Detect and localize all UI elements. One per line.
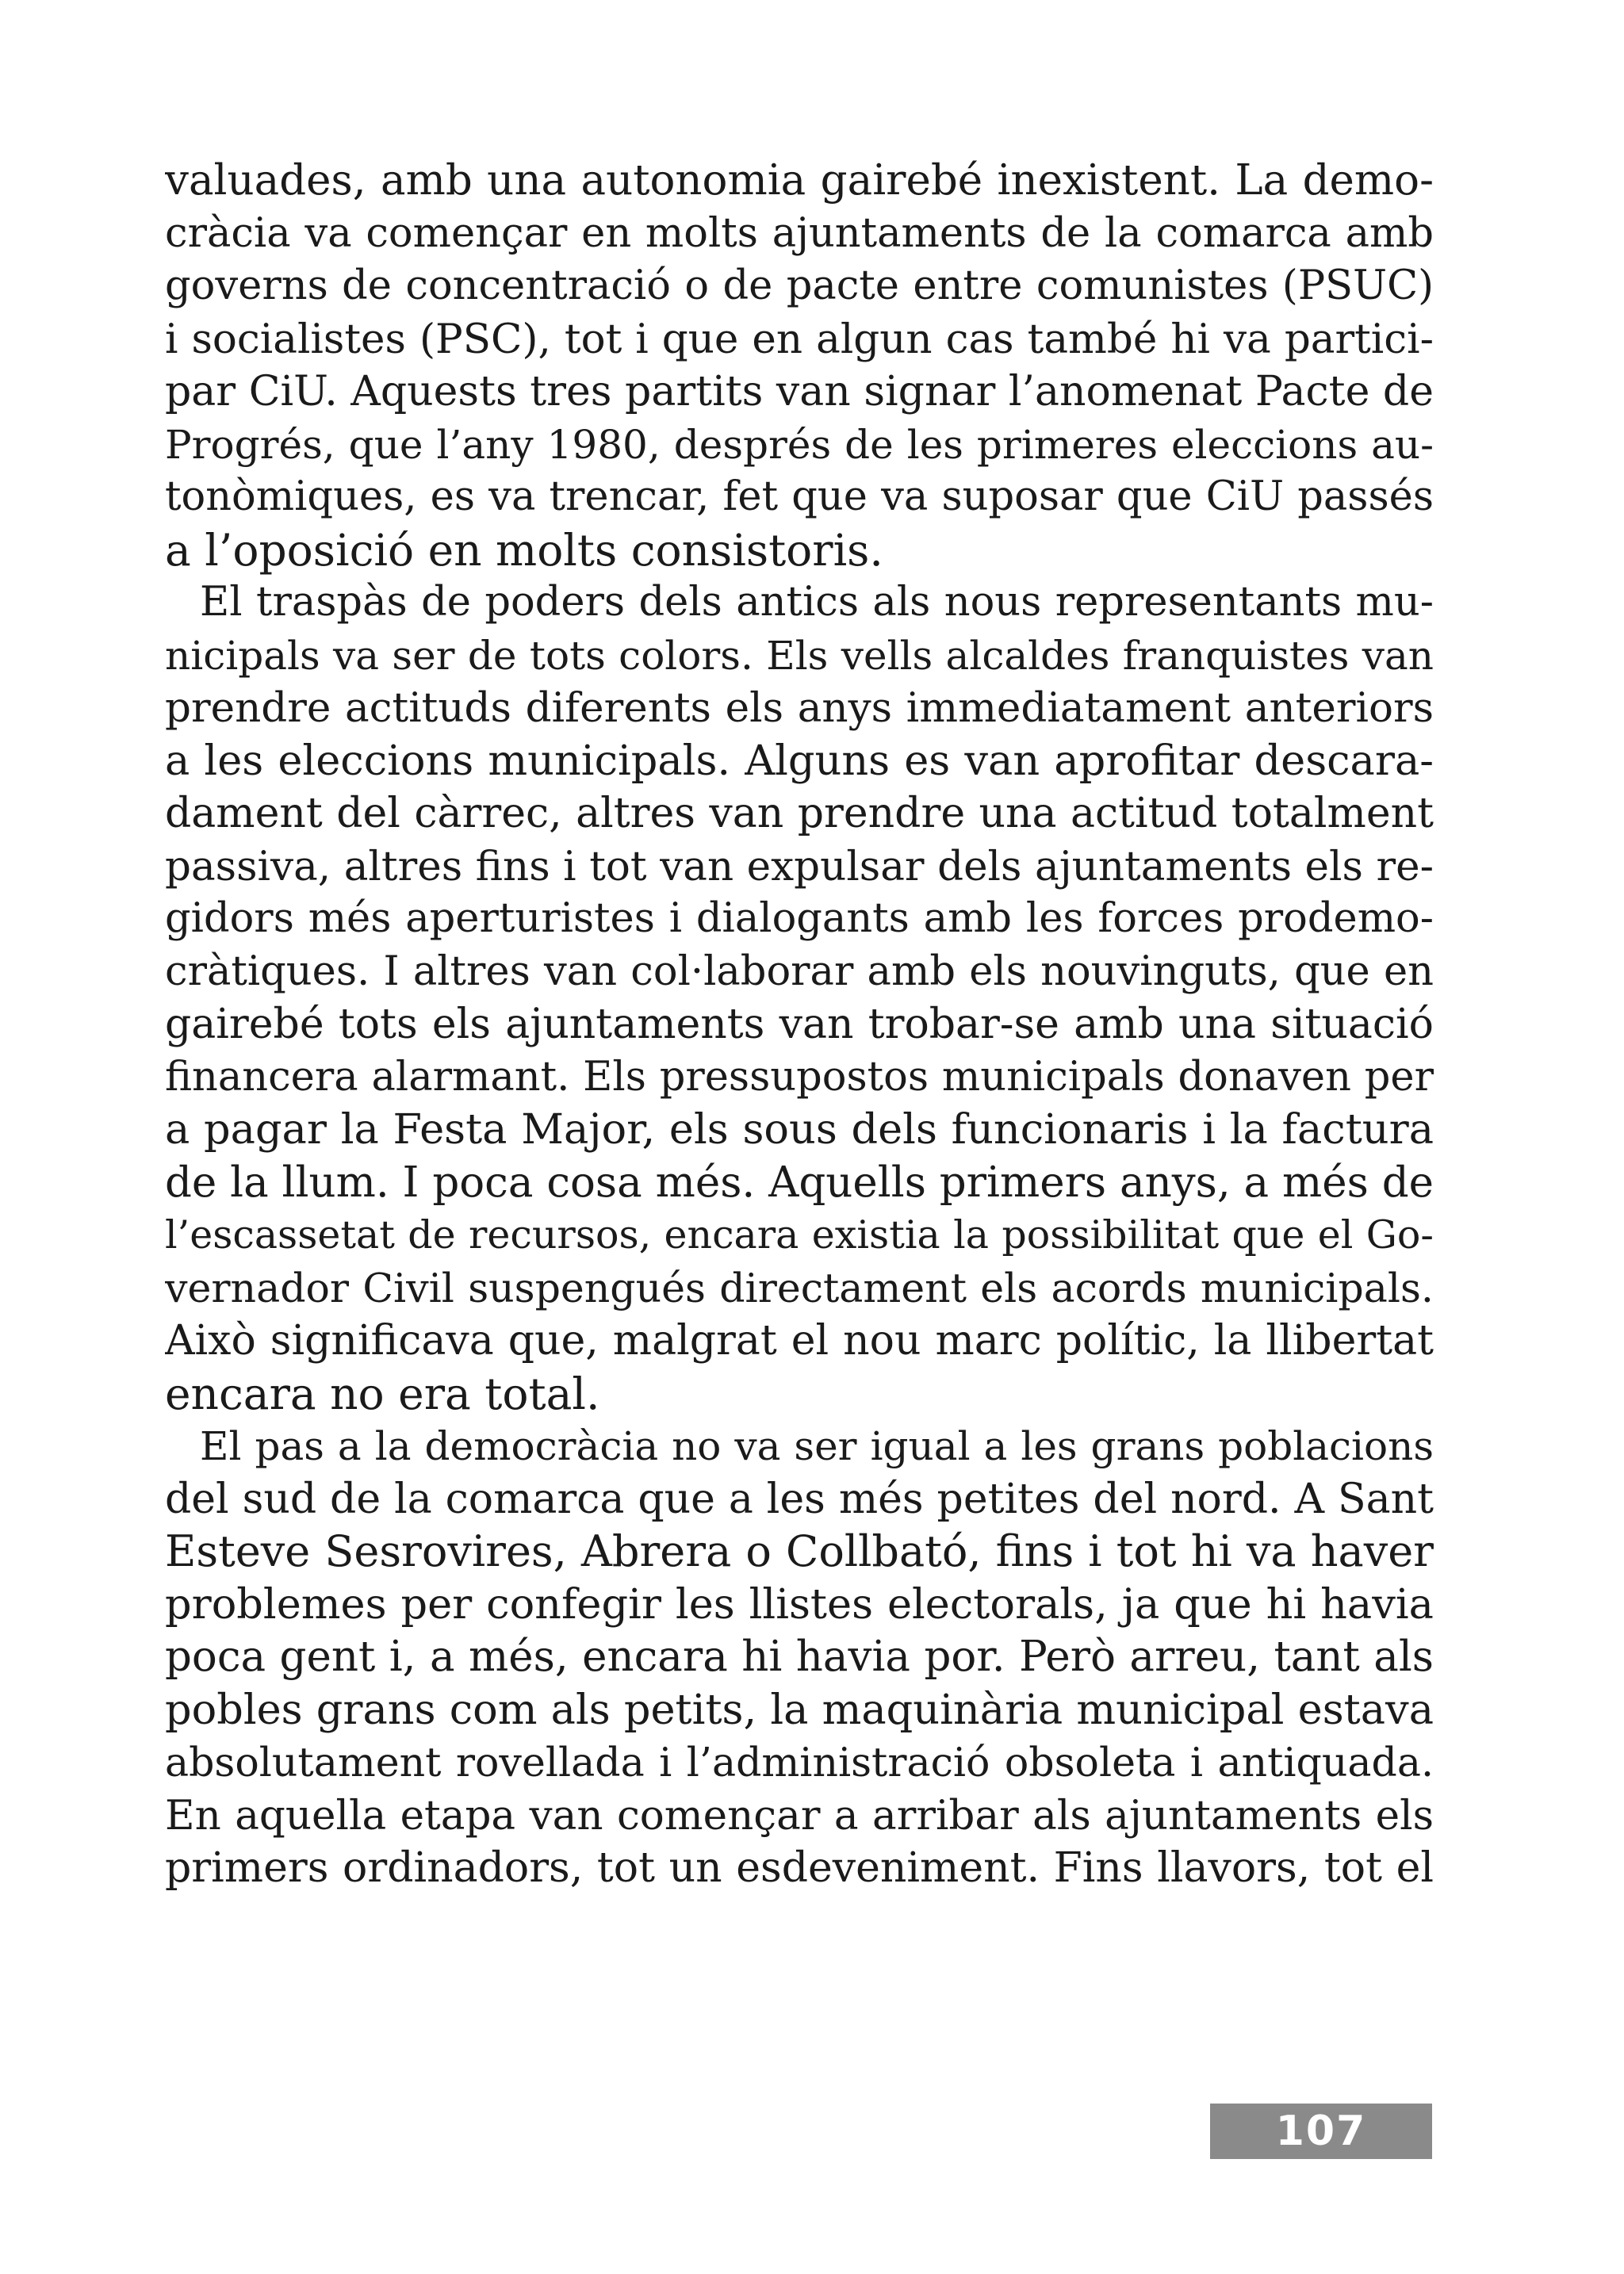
text-line: problemes per confegir les llistes electorals, ja que hi havia bbox=[165, 1579, 1434, 1629]
text-line: prendre actituds diferents els anys immediatament anteriors bbox=[165, 684, 1434, 732]
text-line: a les eleccions municipals. Alguns es van aprofitar descara- bbox=[165, 736, 1434, 785]
text-line: par CiU. Aquests tres partits van signar l’anomenat Pacte de bbox=[165, 368, 1434, 415]
text-line: El pas a la democràcia no va ser igual a les grans poblacions bbox=[200, 1423, 1434, 1469]
text-line: encara no era total. bbox=[165, 1368, 600, 1419]
page-body bbox=[165, 155, 1434, 1895]
text-line: absolutament rovellada i l’administració obsoleta i antiquada. bbox=[165, 1739, 1434, 1786]
text-line: primers ordinadors, tot un esdeveniment. Fins llavors, tot el bbox=[165, 1844, 1434, 1892]
text-line: El traspàs de poders dels antics als nous representants mu- bbox=[200, 579, 1434, 626]
text-line: i socialistes (PSC), tot i que en algun cas també hi va partici- bbox=[165, 315, 1434, 363]
text-line: tonòmiques, es va trencar, fet que va suposar que CiU passés bbox=[165, 473, 1434, 520]
text-line: de la llum. I poca cosa més. Aquells primers anys, a més de bbox=[165, 1158, 1434, 1207]
text-line: nicipals va ser de tots colors. Els vells alcaldes franquistes van bbox=[165, 632, 1434, 679]
text-line: Això significava que, malgrat el nou marc polític, la llibertat bbox=[165, 1317, 1434, 1365]
text-line: valuades, amb una autonomia gairebé inexistent. La demo- bbox=[165, 156, 1434, 205]
text-line: poca gent i, a més, encara hi havia por. Però arreu, tant als bbox=[165, 1633, 1434, 1681]
text-line: En aquella etapa van començar a arribar als ajuntaments els bbox=[165, 1791, 1434, 1839]
paragraph-1 bbox=[165, 155, 1434, 576]
text-line: vernador Civil suspengués directament els acords municipals. bbox=[165, 1264, 1434, 1311]
text-line: pobles grans com als petits, la maquinària municipal estava bbox=[165, 1685, 1434, 1734]
page-number-box bbox=[1210, 2104, 1432, 2159]
text-line: Progrés, que l’any 1980, després de les primeres eleccions au- bbox=[165, 421, 1434, 468]
text-line: passiva, altres fins i tot van expulsar dels ajuntaments els re- bbox=[165, 842, 1434, 890]
text-line: gidors més aperturistes i dialogants amb les forces prodemo- bbox=[165, 895, 1434, 942]
text-line: financera alarmant. Els pressupostos municipals donaven per bbox=[165, 1053, 1434, 1101]
text-line: a l’oposició en molts consistoris. bbox=[165, 524, 883, 576]
text-line: Esteve Sesrovires, Abrera o Collbató, fins i tot hi va haver bbox=[165, 1526, 1434, 1576]
paragraph-3 bbox=[165, 1420, 1434, 1895]
text-line: a pagar la Festa Major, els sous dels funcionaris i la factura bbox=[165, 1105, 1434, 1154]
text-line: del sud de la comarca que a les més petites del nord. A Sant bbox=[165, 1475, 1434, 1523]
text-line: governs de concentració o de pacte entre comunistes (PSUC) bbox=[165, 262, 1434, 309]
text-line: cràtiques. I altres van col·laborar amb els nouvinguts, que en bbox=[165, 948, 1434, 995]
text-line: gairebé tots els ajuntaments van trobar-se amb una situació bbox=[165, 1001, 1434, 1048]
text-line: cràcia va començar en molts ajuntaments de la comarca amb bbox=[165, 209, 1434, 257]
text-line: l’escassetat de recursos, encara existia la possibilitat que el Go- bbox=[165, 1212, 1434, 1258]
text-line: dament del càrrec, altres van prendre una actitud totalment bbox=[165, 790, 1434, 837]
page-number: 107 bbox=[1275, 2107, 1367, 2155]
paragraph-2 bbox=[165, 576, 1434, 1420]
